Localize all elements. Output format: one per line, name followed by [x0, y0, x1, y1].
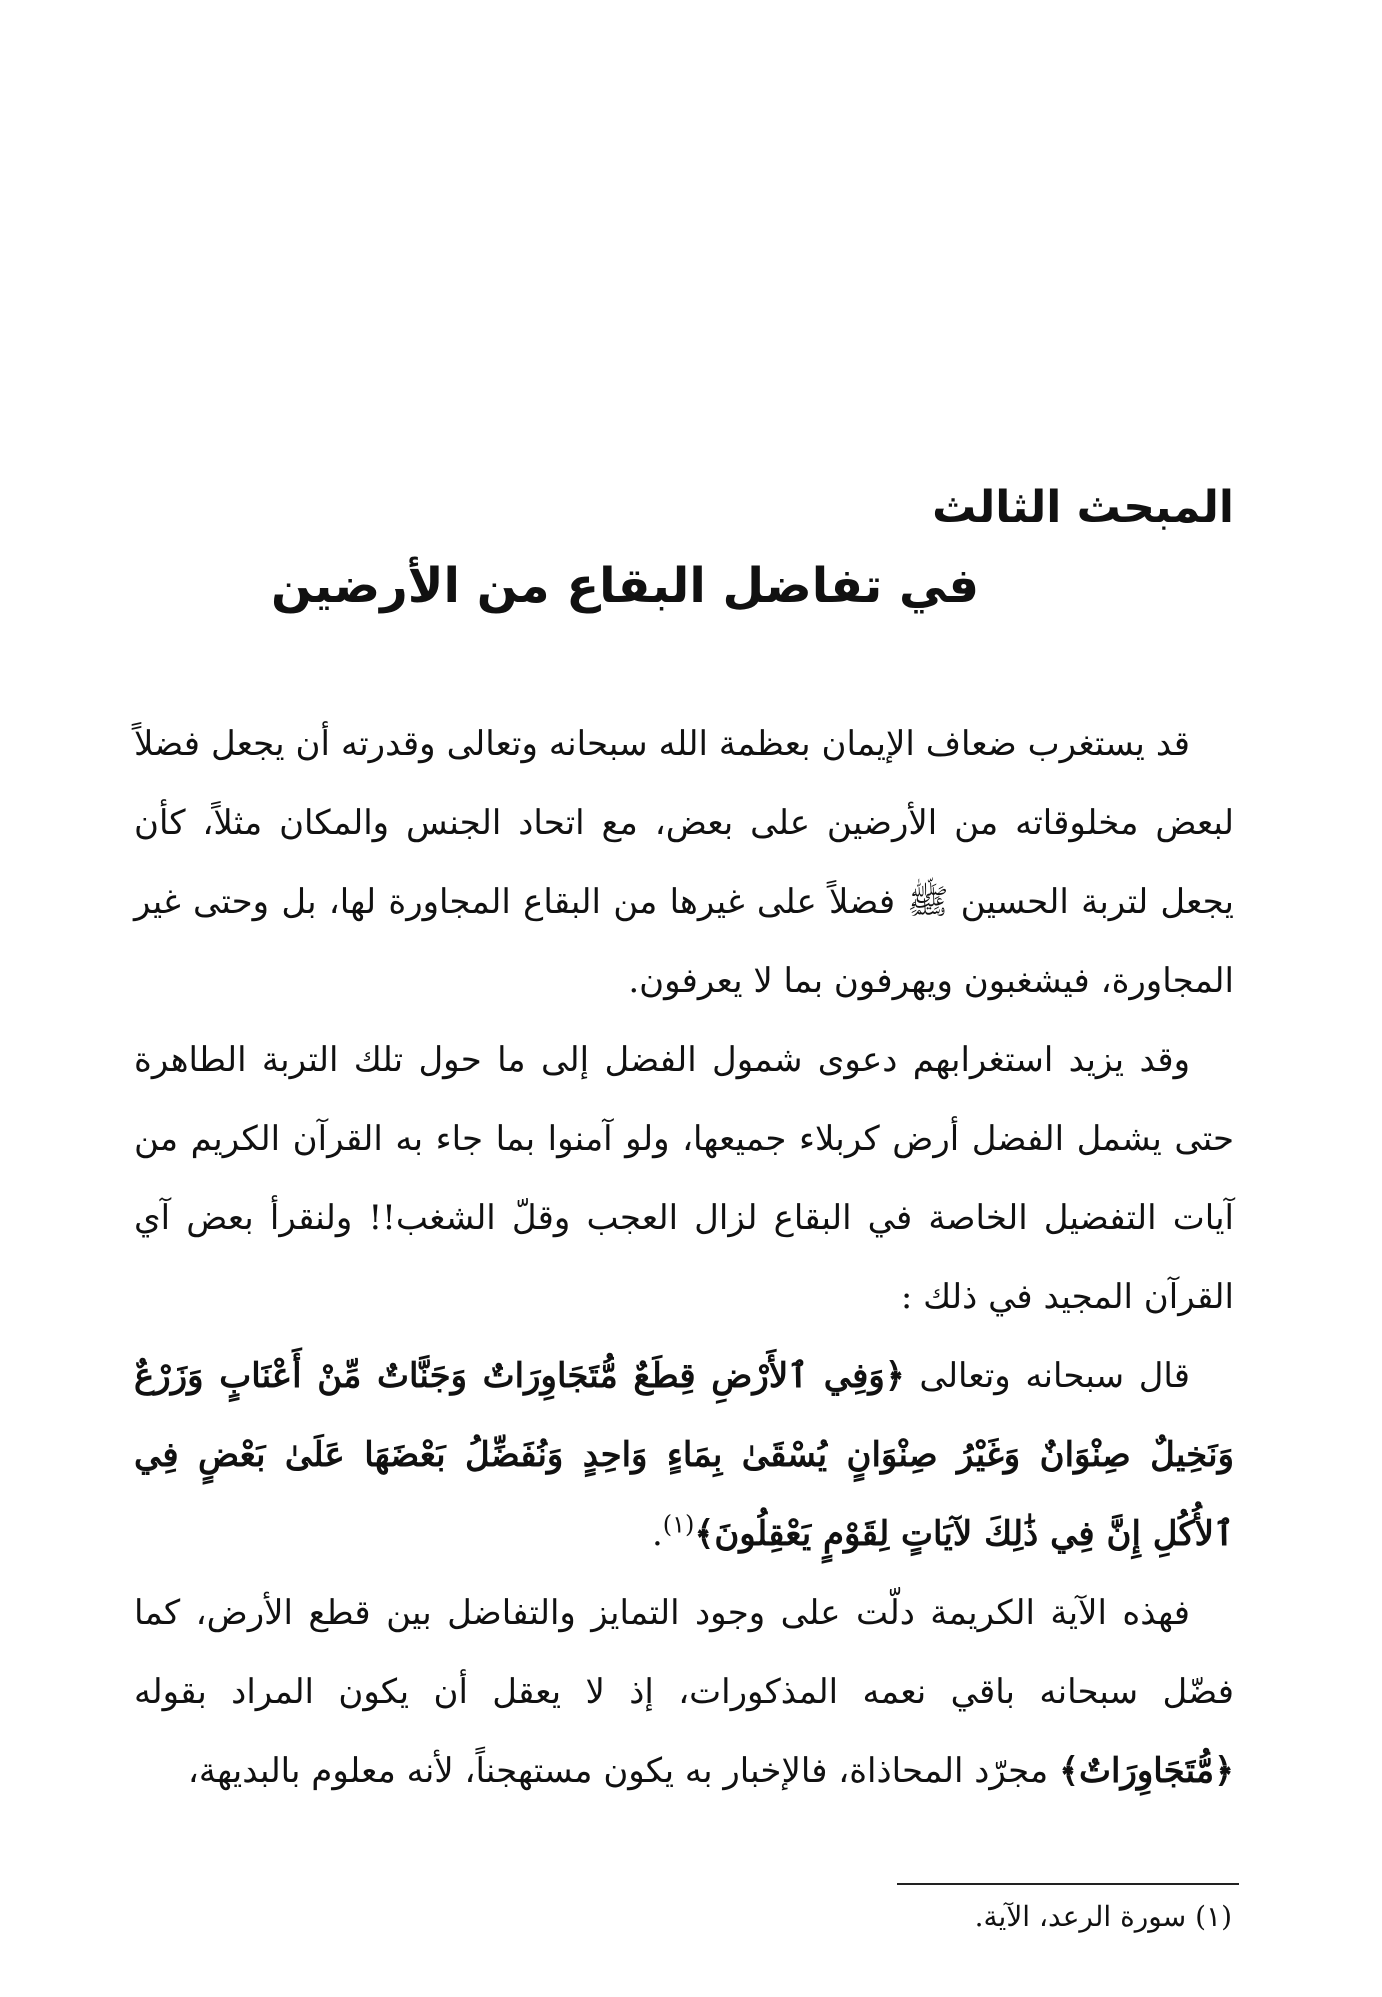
verse-end: . — [651, 1514, 663, 1554]
quran-word: مُّتَجَاوِرَاتٌ — [1079, 1751, 1215, 1791]
footnote: (١) سورة الرعد، الآية. — [974, 1900, 1232, 1933]
body-text — [134, 705, 1234, 1811]
word-open-bracket: ﴿ — [1214, 1751, 1234, 1791]
quran-verse: وَفِي ٱلأَرْضِ قِطَعٌ مُّتَجَاوِرَاتٌ وَجَنَّاتٌ مِّنْ أَعْنَابٍ وَزَرْعٌ وَنَخِيلٌ صِنْوَانٌ وَغَيْرُ صِنْوَانٍ يُسْقَىٰ بِمَاءٍ وَاحِدٍ وَنُفَضِّلُ بَعْضَهَا عَلَىٰ بَعْضٍ فِي ٱلأُكُلِ إِنَّ فِي ذَٰلِكَ لآيَاتٍ لِقَوْمٍ يَعْقِلُونَ — [134, 1356, 1234, 1554]
paragraph-4-text-2: مجرّد المحاذاة، فالإخبار به يكون مستهجناً، لأنه معلوم بالبديهة، — [187, 1751, 1060, 1791]
section-number-heading: المبحث الثالث — [932, 482, 1234, 533]
heading-block — [144, 478, 1234, 626]
paragraph-3 — [134, 1337, 1234, 1574]
verse-intro: قال سبحانه وتعالى — [904, 1356, 1191, 1396]
section-title-heading: في تفاضل البقاع من الأرضين — [271, 558, 979, 614]
verse-open-bracket: ﴿ — [884, 1356, 905, 1396]
paragraph-4-text-1: فهذه الآية الكريمة دلّت على وجود التمايز والتفاضل بين قطع الأرض، كما فضّل سبحانه باقي نعمه المذكورات، إذ لا يعقل أن يكون المراد بقوله — [134, 1593, 1234, 1712]
paragraph-1: قد يستغرب ضعاف الإيمان بعظمة الله سبحانه وتعالى وقدرته أن يجعل فضلاً لبعض مخلوقاته من الأرضين على بعض، مع اتحاد الجنس والمكان مثلاً، كأن يجعل لتربة الحسين ﷺ فضلاً على غيرها من البقاع المجاورة لها، بل وحتى غير المجاورة، فيشغبون ويهرفون بما لا يعرفون. — [134, 724, 1234, 1001]
paragraph-2: وقد يزيد استغرابهم دعوى شمول الفضل إلى ما حول تلك التربة الطاهرة حتى يشمل الفضل أرض كربلاء جميعها، ولو آمنوا بما جاء به القرآن الكريم من آيات التفضيل الخاصة في البقاع لزال العجب وقلّ الشغب!! ولنقرأ بعض آي القرآن المجيد في ذلك : — [134, 1040, 1234, 1317]
footnote-divider — [897, 1883, 1239, 1885]
footnote-reference: (١) — [662, 1510, 695, 1539]
paragraph-4 — [134, 1574, 1234, 1811]
word-close-bracket: ﴾ — [1059, 1751, 1079, 1791]
verse-close-bracket: ﴾ — [694, 1514, 715, 1554]
